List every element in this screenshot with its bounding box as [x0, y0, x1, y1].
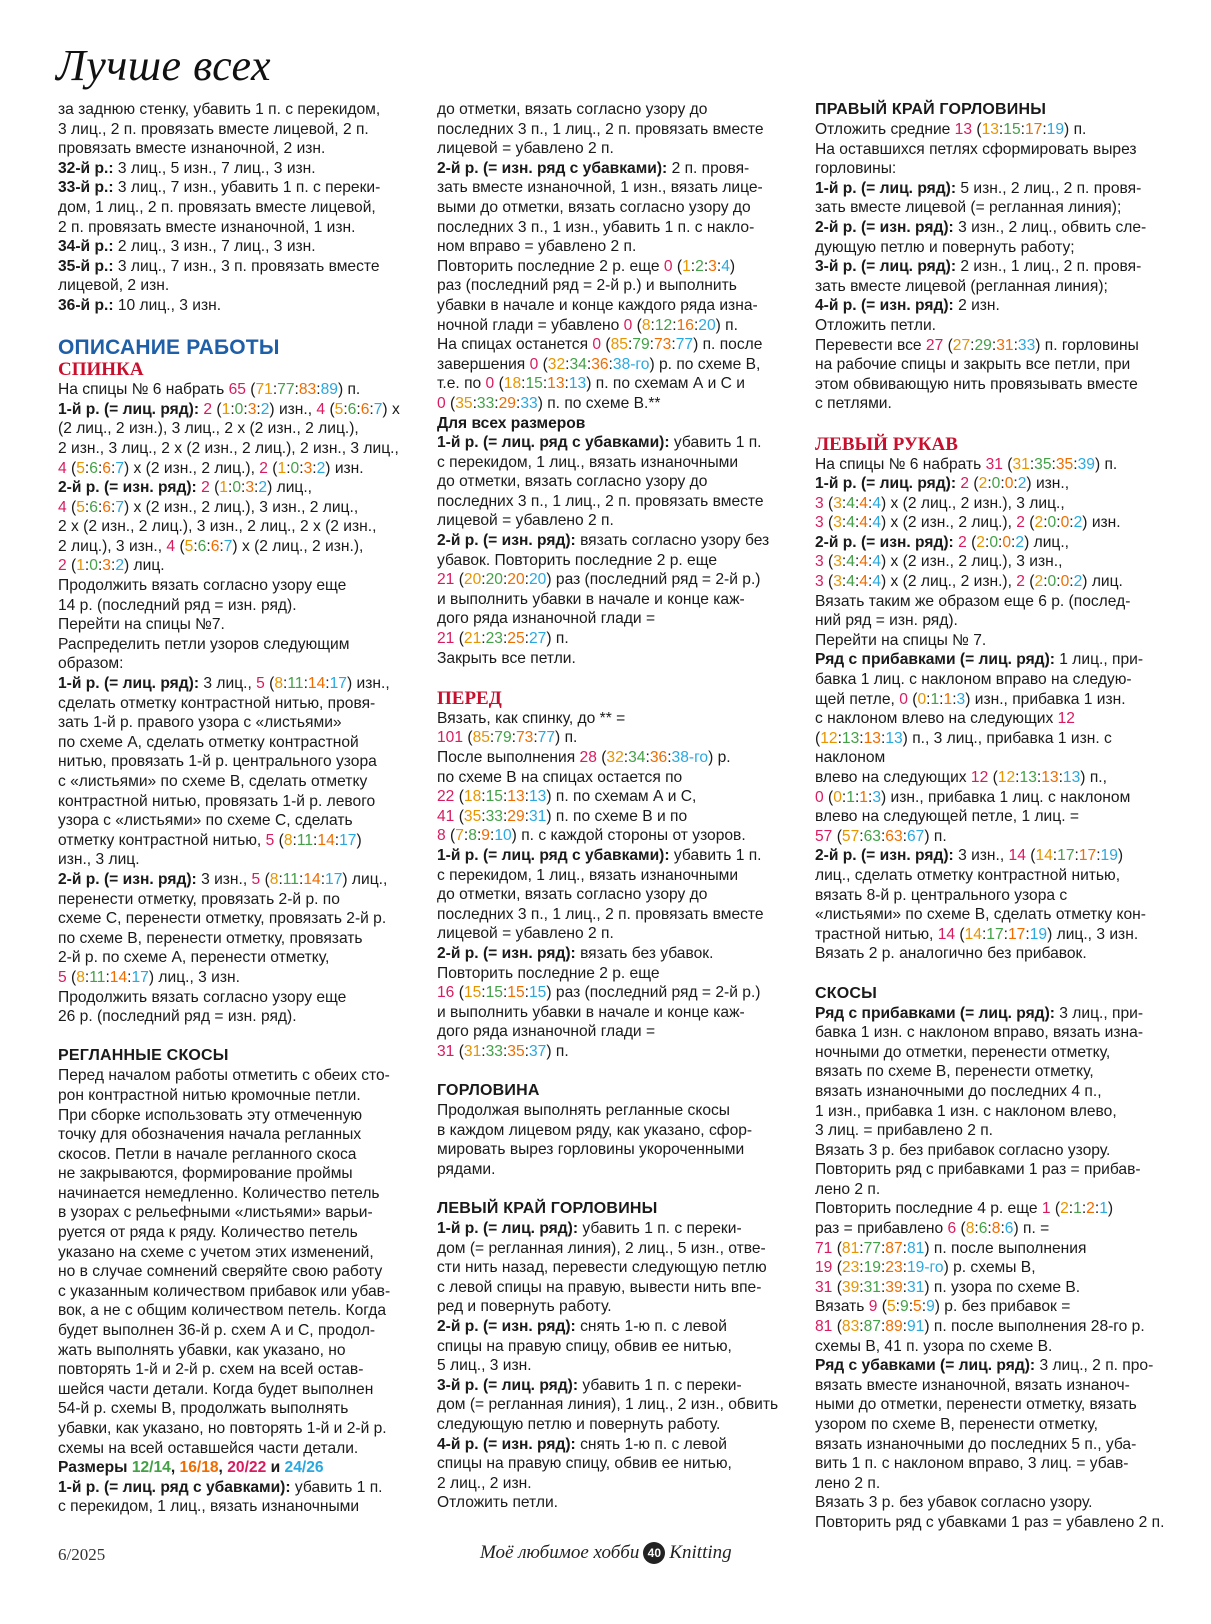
text-column-2: [437, 100, 787, 1513]
size-numbers: 12 (12:13:13:13): [970, 769, 1086, 786]
pattern-row-2: 2-й р. (= изн. ряд): 3 изн., 5 (8:11:14:17) лиц., перенести отметку, провязать 2-й р. по схеме С, перенести отметку, провязать 2-й р. по схеме В, перенести отметку, провязать 2-й р. по схеме А, перенести отметку, 5 (8:11:14:17) лиц., 3 изн.: [58, 870, 388, 986]
size-numbers: 2 (2:0:0:2): [960, 475, 1032, 493]
size-numbers: 13 (13:15:17:19): [954, 121, 1070, 138]
size-numbers: 5 (8:11:14:17): [58, 968, 155, 986]
sizes-line: Размеры 12/14, 16/18, 20/22 и 24/26: [58, 1459, 324, 1477]
left-neck-row-3: 3-й р. (= лиц. ряд): убавить 1 п. с переки- дом (= регланная линия), 1 лиц., 2 изн., обвить следующую петлю и повернуть работу.: [437, 1376, 779, 1433]
sleeve-row-2: 2-й р. (= изн. ряд): 2 (2:0:0:2) лиц., 3 (3:4:4:4) х (2 изн., 2 лиц.), 3 изн., 3 (3:4:4:4) х (2 лиц., 2 изн.), 2 (2:0:0:2) лиц.: [815, 533, 1123, 591]
right-neck-row-1: 1-й р. (= лиц. ряд): 5 изн., 2 лиц., 2 п. провя- зать вместе лицевой (= регланная линия);: [815, 179, 1142, 217]
size-numbers: 0 (18:15:13:13): [485, 375, 592, 393]
all-sizes-heading: Для всех размеров: [437, 414, 586, 432]
size-numbers: 5 (8:11:14:17): [265, 831, 362, 849]
text-column-1: [58, 100, 408, 1517]
size-numbers: 71 (81:77:87:81): [815, 1239, 930, 1257]
page-number: 40: [643, 1542, 665, 1564]
size-numbers: 12 (12:13:13:13): [815, 710, 1075, 747]
row-35: 35-й р.: 3 лиц., 7 изн., 3 п. провязать вместе лицевой, 2 изн.: [58, 257, 380, 295]
size-numbers: 19 (23:19:23:19-го): [815, 1259, 949, 1277]
raglan-text: Перед началом работы отметить с обеих сто- рон контрастной нитью кромочные петли. При сборке использовать эту отмеченную точку для обозначения начала регланных скосов. Петли в начале регланного скоса не закрываются, формирование проймы начинается немедленно. Количество петель в узорах с рельефными «листьями» варьи- руется от ряда к ряду. Количество петель указано на схеме с учетом этих изменений, но в случае сомнений сверяйте свою работу с указанным количеством прибавок или убав- вок, а не с общим количеством петель. Когда будет выполнен 36-й р. схем А и С, продол- жать выполнять убавки, как указано, но повторять 1-й и 2-й р. схем на всей остав- шейся части детали. Когда будет выполнен 54-й р. схемы В, продолжать выполнять убавки, как указано, но повторять 1-й и 2-й р. схемы на всей оставшейся части детали.: [58, 1067, 391, 1457]
size-numbers: 1 (2:1:2:1): [1041, 1200, 1114, 1218]
dec-row-2: 2-й р. (= изн. ряд с убавками): 2 п. провя- зать вместе изнаночной, 1 изн., вязать лице- выми до отметки, вязать согласно узору до последних 3 п., 1 изн., убавить 1 п. с накло- ном вправо = убавлено 2 п. Повторить последние 2 р. еще 0 (1:2:3:4) раз (последний ряд = 2-й р.) и выполнить убавки в начале и конце каждого ряда изна- ночной глади = убавлено 0 (8:12:16:20) п. На спицах останется 0 (85:79:73:77) п. после завершения 0 (32:34:36:38-го) р. по схеме В, т.е. по 0 (18:15:13:13) п. по схемам А и С и 0 (35:33:29:33) п. по схеме В.**: [437, 159, 763, 412]
size-numbers: 81 (83:87:89:91): [815, 1318, 930, 1336]
size-numbers: 0 (32:34:36:38-го): [529, 355, 655, 373]
size-numbers: 65 (71:77:83:89): [228, 381, 344, 399]
text-column-3: [815, 100, 1165, 1533]
footer-magazine: [480, 1542, 732, 1564]
size-numbers: 2 (2:0:0:2): [1016, 514, 1088, 532]
left-neck-row-4: 4-й р. (= изн. ряд): снять 1-ю п. с левой спицы на правую спицу, обвив ее нитью, 2 лиц., 2 изн. Отложить петли.: [437, 1435, 732, 1512]
right-neck-row-4: 4-й р. (= изн. ряд): 2 изн. Отложить петли. Перевести все 27 (27:29:31:33) п. горловины на рабочие спицы и закрыть все петли, при этом обвивающую нить провязывать вместе с петлями.: [815, 297, 1139, 413]
heading-left-sleeve: ЛЕВЫЙ РУКАВ: [815, 433, 958, 455]
left-neck-row-1: 1-й р. (= лиц. ряд): убавить 1 п. с переки- дом (= регланная линия), 2 лиц., 5 изн., отве- сти нить назад, перевести следующую петлю с левой спицы на правую, вывести нить впе- ред и повернуть работу.: [437, 1220, 767, 1316]
neckline-text: Продолжая выполнять регланные скосы в каждом лицевом ряду, как указано, сфор- мировать вырез горловины укороченными рядами.: [437, 1102, 753, 1178]
heading-right-neck: ПРАВЫЙ КРАЙ ГОРЛОВИНЫ: [815, 101, 1047, 118]
size-numbers: 3 (3:4:4:4): [815, 494, 887, 512]
size-numbers: 28 (32:34:36:38-го): [579, 749, 714, 766]
row-34: 34-й р.: 2 лиц., 3 изн., 7 лиц., 3 изн.: [58, 238, 316, 256]
size-numbers: 2 (1:0:3:2): [259, 459, 331, 477]
size-numbers: 2 (2:0:0:2): [958, 533, 1030, 551]
size-numbers: 27 (27:29:31:33): [925, 336, 1041, 354]
issue-number: 6/2025: [58, 1545, 106, 1564]
size-numbers: 0 (0:1:1:3): [899, 690, 971, 708]
size-numbers: 21 (21:23:25:27): [437, 630, 552, 648]
size-numbers: 3 (3:4:4:4): [815, 514, 887, 532]
size-numbers: 0 (35:33:29:33): [437, 394, 543, 412]
dec-row-1: 1-й р. (= лиц. ряд с убавками): убавить 1 п. с перекидом, 1 лиц., вязать изнаночными: [58, 1478, 383, 1516]
right-neck-intro: Отложить средние 13 (13:15:17:19) п. На оставшихся петлях сформировать вырез горловины:: [815, 121, 1137, 178]
left-neck-row-2: 2-й р. (= изн. ряд): снять 1-ю п. с левой спицы на правую спицу, обвив ее нитью, 5 лиц., 3 изн.: [437, 1318, 732, 1375]
right-neck-row-3: 3-й р. (= лиц. ряд): 2 изн., 1 лиц., 2 п. провя- зать вместе лицевой (регланная линия);: [815, 258, 1142, 295]
sleeve-row-1: 1-й р. (= лиц. ряд): 2 (2:0:0:2) изн., 3 (3:4:4:4) х (2 лиц., 2 изн.), 3 лиц., 3 (3:4:4:4) х (2 изн., 2 лиц.), 2 (2:0:0:2) изн.: [815, 475, 1121, 532]
row-32: 32-й р.: 3 лиц., 5 изн., 7 лиц., 3 изн.: [58, 159, 316, 177]
size-numbers: 16 (15:15:15:15): [437, 984, 552, 1002]
size-numbers: 3 (3:4:4:4): [815, 573, 887, 591]
sleeve-continue: Вязать таким же образом еще 6 р. (послед- ний ряд = изн. ряд). Перейти на спицы № 7.: [815, 592, 1131, 649]
right-neck-row-2: 2-й р. (= изн. ряд): 3 изн., 2 лиц., обвить сле- дующую петлю и повернуть работу;: [815, 218, 1147, 256]
size-numbers: 0 (0:1:1:3): [815, 788, 887, 806]
front-text: Вязать, как спинку, до ** = 101 (85:79:73:77) п. После выполнения 28 (32:34:36:38-го) р. по схеме В на спицах остается по 22 (18:15:13:13) п. по схемам А и С, 41 (35:33:29:31) п. по схеме В и по 8 (7:8:9:10) п. с каждой стороны от узоров.: [437, 709, 746, 845]
sleeve-row-2b: 2-й р. (= изн. ряд): 3 изн., 14 (14:17:17:19) лиц., сделать отметку контрастной нитью, вязать 8-й р. центрального узора с «листьями» по схеме В, сделать отметку кон- трастной нитью, 14 (14:17:17:19) лиц., 3 изн. Вязать 2 р. аналогично без прибавок.: [815, 847, 1146, 963]
bevels-inc-row: Ряд с прибавками (= лиц. ряд): 3 лиц., при- бавка 1 изн. с наклоном вправо, вязать изна- ночными до отметки, перенести отметку, вязать по схеме В, перенести отметку, вязать изнаночными до последних 4 п., 1 изн., прибавка 1 изн. с наклоном влево, 3 лиц. = прибавлено 2 п. Вязать 3 р. без прибавок согласно узору. Повторить ряд с прибавками 1 раз = прибав- лено 2 п. Повторить последние 4 р. еще 1 (2:1:2:1) раз = прибавлено 6 (8:6:8:6) п. = 71 (81:77:87:81) п. после выполнения 19 (23:19:23:19-го) р. схемы В, 31 (39:31:39:31) п. узора по схеме В. Вязать 9 (5:9:5:9) р. без прибавок = 81 (83:87:89:91) п. после выполнения 28-го р. схемы В, 41 п. узора по схеме В.: [815, 1004, 1145, 1355]
size-numbers: 4 (5:6:6:7): [58, 459, 130, 477]
size-numbers: 4 (5:6:6:7): [166, 537, 238, 555]
back-cast-on: На спицы № 6 набрать 65 (71:77:83:89) п.: [58, 381, 361, 399]
size-numbers: 4 (5:6:6:7): [58, 498, 130, 516]
size-numbers: 4 (5:6:6:7): [316, 400, 388, 418]
back-continue-2: Продолжить вязать согласно узору еще 26 р. (последний ряд = изн. ряд).: [58, 988, 347, 1026]
back-row-1: 1-й р. (= лиц. ряд): 2 (1:0:3:2) изн., 4 (5:6:6:7) х (2 лиц., 2 изн.), 3 лиц., 2 х (2 изн., 2 лиц.), 2 изн., 3 лиц., 2 х (2 изн., 2 лиц.), 2 изн., 3 лиц., 4 (5:6:6:7) х (2 изн., 2 лиц.), 2 (1:0:3:2) изн.: [58, 400, 400, 477]
heading-neckline: ГОРЛОВИНА: [437, 1082, 540, 1100]
heading-raglan: РЕГЛАННЫЕ СКОСЫ: [58, 1047, 229, 1065]
magazine-name: Моё любимое хобби: [480, 1542, 640, 1563]
size-numbers: 101 (85:79:73:77): [437, 729, 561, 747]
size-numbers: 8 (7:8:9:10): [437, 827, 517, 845]
heading-bevels: СКОСЫ: [815, 984, 877, 1002]
size-numbers: 31 (39:31:39:31): [815, 1278, 930, 1296]
size-numbers: 14 (14:17:17:19): [1008, 847, 1124, 865]
heading-back: СПИНКА: [58, 359, 144, 381]
back-continue-1: Продолжить вязать согласно узору еще 14 р. (последний ряд = изн. ряд). Перейти на спицы №7. Распределить петли узоров следующим образом:: [58, 577, 350, 673]
size-numbers: 2 (1:0:3:2): [58, 557, 130, 575]
size-numbers: 31 (31:35:35:39): [985, 455, 1101, 473]
size-numbers: 5 (8:11:14:17): [256, 675, 353, 693]
size-numbers: 41 (35:33:29:31): [437, 807, 552, 825]
heading-left-neck: ЛЕВЫЙ КРАЙ ГОРЛОВИНЫ: [437, 1200, 658, 1218]
sleeve-inc-row: Ряд с прибавками (= лиц. ряд): 1 лиц., при- бавка 1 лиц. с наклоном вправо на следую- щей петле, 0 (0:1:1:3) изн., прибавка 1 изн. с наклоном влево на следующих 12 (12:13:13:13) п., 3 лиц., прибавка 1 изн. с наклоном влево на следующих 12 (12:13:13:13) п., 0 (0:1:1:3) изн., прибавка 1 лиц. с наклоном влево на следующей петле, 1 лиц. = 57 (57:63:63:67) п.: [815, 651, 1144, 845]
size-numbers: 2 (1:0:3:2): [201, 479, 273, 497]
section-name: Knitting: [669, 1542, 732, 1563]
all-sizes-row-2: 2-й р. (= изн. ряд): вязать согласно узору без убавок. Повторить последние 2 р. еще 21 (20:20:20:20) раз (последний ряд = 2-й р.) и выполнить убавки в начале и конце каж- дого ряда изнаночной глади = 21 (21:23:25:27) п. Закрыть все петли.: [437, 532, 770, 667]
pattern-row-1: 1-й р. (= лиц. ряд): 3 лиц., 5 (8:11:14:17) изн., сделать отметку контрастной нитью, провя- зать 1-й р. правого узора с «листьями» по схеме А, сделать отметку контрастной нитью, провязать 1-й р. центрального узора с «листьями» по схеме В, сделать отметку контрастной нитью, провязать 1-й р. левого узора с «листьями» по схеме С, сделать отметку контрастной нитью, 5 (8:11:14:17) изн., 3 лиц.: [58, 675, 390, 869]
front-row-2: 2-й р. (= изн. ряд): вязать без убавок. Повторить последние 2 р. еще 16 (15:15:15:15) раз (последний ряд = 2-й р.) и выполнить убавки в начале и конце каж- дого ряда изнаночной глади = 31 (31:33:35:37) п.: [437, 944, 761, 1060]
size-numbers: 21 (20:20:20:20): [437, 571, 552, 589]
size-numbers: 0 (85:79:73:77): [592, 336, 699, 354]
size-numbers: 5 (8:11:14:17): [251, 870, 348, 888]
bevels-dec-row: Ряд с убавками (= лиц. ряд): 3 лиц., 2 п. про- вязать вместе изнаночной, вязать изнаноч- ными до отметки, перенести отметку, вязать узором по схеме В, перенести отметку, вязать изнаночными до последних 5 п., уба- вить 1 п. с наклоном вправо, 3 лиц. = убав- лено 2 п. Вязать 3 р. без убавок согласно узору. Повторить ряд с убавками 1 раз = убавлено 2 п.: [815, 1357, 1165, 1531]
size-numbers: 2 (1:0:3:2): [203, 400, 275, 418]
size-numbers: 3 (3:4:4:4): [815, 553, 887, 571]
row-33: 33-й р.: 3 лиц., 7 изн., убавить 1 п. с переки- дом, 1 лиц., 2 п. провязать вместе лицевой, 2 п. провязать вместе изнаночной, 1 изн.: [58, 179, 381, 236]
all-sizes-row-1: 1-й р. (= лиц. ряд с убавками): убавить 1 п. с перекидом, 1 лиц., вязать изнаночными до отметки, вязать согласно узору до последних 3 п., 1 лиц., 2 п. провязать вместе лицевой = убавлено 2 п.: [437, 434, 764, 530]
front-row-1: 1-й р. (= лиц. ряд с убавками): убавить 1 п. с перекидом, 1 лиц., вязать изнаночными до отметки, вязать согласно узору до последних 3 п., 1 лиц., 2 п. провязать вместе лицевой = убавлено 2 п.: [437, 846, 764, 943]
sleeve-cast-on: На спицы № 6 набрать 31 (31:35:35:39) п.: [815, 455, 1118, 473]
back-row-2: 2-й р. (= изн. ряд): 2 (1:0:3:2) лиц., 4 (5:6:6:7) х (2 изн., 2 лиц.), 3 изн., 2 лиц., 2 х (2 изн., 2 лиц.), 3 изн., 2 лиц., 2 х (2 изн., 2 лиц.), 3 изн., 4 (5:6:6:7) х (2 лиц., 2 изн.), 2 (1:0:3:2) лиц.: [58, 479, 377, 575]
size-numbers: 14 (14:17:17:19): [937, 925, 1053, 943]
size-numbers: 22 (18:15:13:13): [437, 788, 552, 806]
size-numbers: 57 (57:63:63:67): [815, 827, 930, 845]
row-36: 36-й р.: 10 лиц., 3 изн.: [58, 296, 222, 314]
size-numbers: 2 (2:0:0:2): [1016, 573, 1088, 591]
size-numbers: 9 (5:9:5:9): [868, 1298, 940, 1316]
size-numbers: 31 (31:33:35:37): [437, 1042, 552, 1060]
size-numbers: 0 (1:2:3:4): [663, 257, 736, 275]
col2-continued: до отметки, вязать согласно узору до последних 3 п., 1 лиц., 2 п. провязать вместе лицевой = убавлено 2 п.: [437, 101, 764, 158]
page-title: Лучше всех: [56, 41, 272, 90]
size-numbers: 0 (8:12:16:20): [623, 316, 721, 334]
heading-work-description: ОПИСАНИЕ РАБОТЫ: [58, 336, 280, 360]
intro-text: за заднюю стенку, убавить 1 п. с перекидом, 3 лиц., 2 п. провязать вместе лицевой, 2 п. провязать вместе изнаночной, 2 изн.: [58, 101, 381, 158]
size-numbers: 6 (8:6:8:6): [947, 1220, 1019, 1238]
heading-front: ПЕРЕД: [437, 687, 502, 709]
